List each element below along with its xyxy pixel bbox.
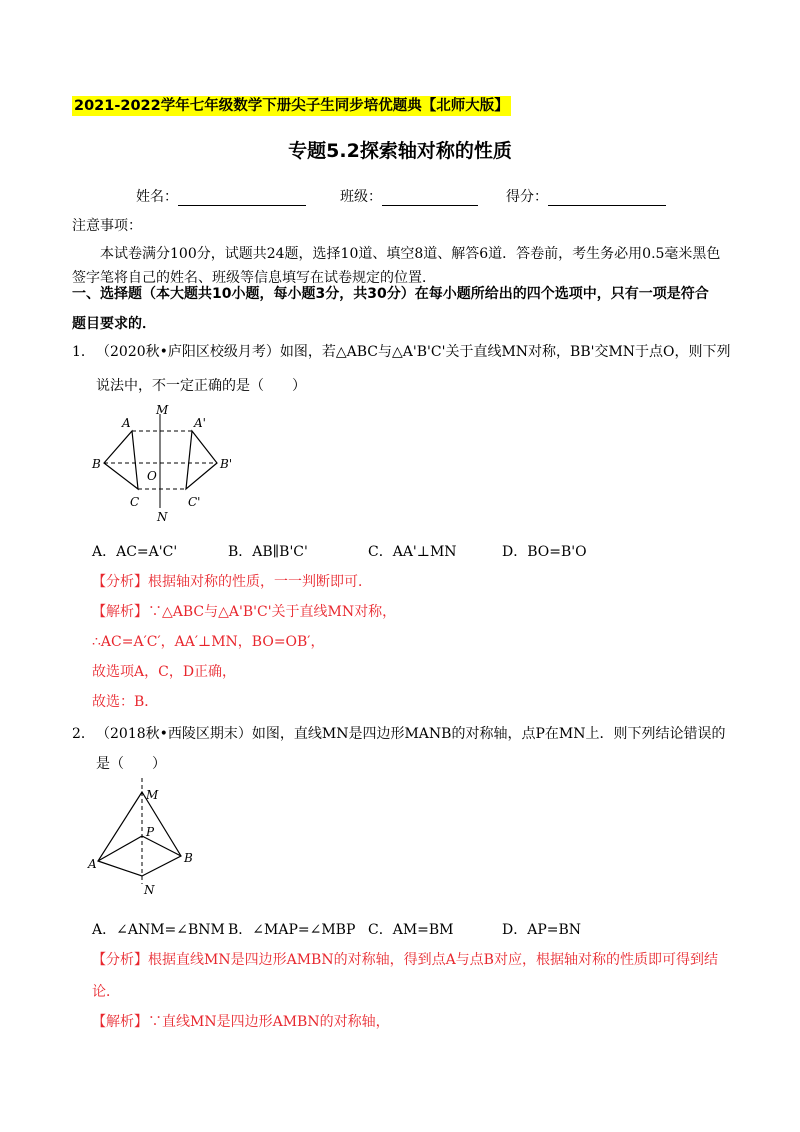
q2-stem-line2: 是（ ） <box>96 756 166 772</box>
q1-stem-line2: 说法中，不一定正确的是（ ） <box>96 378 306 394</box>
class-blank[interactable] <box>382 191 478 206</box>
q2-number: 2． <box>72 726 95 742</box>
class-field[interactable] <box>340 186 478 206</box>
q2-label-b: B <box>184 851 193 865</box>
q1-option-b[interactable]: B．AB∥B'C' <box>228 544 308 560</box>
name-field[interactable] <box>136 186 306 206</box>
q1-number: 1． <box>72 344 95 360</box>
q1-solution-line1: 【解析】∵△ABC与△A'B'C'关于直线MN对称， <box>92 604 397 620</box>
name-label: 姓名： <box>136 189 178 205</box>
q2-solution-line1: 【解析】∵直线MN是四边形AMBN的对称轴， <box>92 1014 390 1030</box>
q1-label-b: B <box>92 457 101 471</box>
q2-analysis-line1: 【分析】根据直线MN是四边形AMBN的对称轴，得到点A与点B对应，根据轴对称的性质即可得到结 <box>92 952 718 968</box>
section-heading-line1: 一、选择题（本大题共10小题，每小题3分，共30分）在每小题所给出的四个选项中，只有一项是符合 <box>72 286 709 302</box>
q1-label-n: N <box>157 510 168 524</box>
q2-figure <box>84 778 204 900</box>
score-field[interactable] <box>506 186 666 206</box>
q1-label-b-prime: B' <box>220 457 233 471</box>
q1-option-d[interactable]: D．BO=B'O <box>502 544 587 560</box>
q2-option-b[interactable]: B．∠MAP=∠MBP <box>228 922 356 938</box>
q1-option-c[interactable]: C．AA'⊥MN <box>368 544 457 560</box>
page-title: 专题5.2探索轴对称的性质 <box>288 140 512 162</box>
class-label: 班级： <box>340 189 382 205</box>
q1-analysis: 【分析】根据轴对称的性质，一一判断即可． <box>92 574 372 590</box>
q2-option-a[interactable]: A．∠ANM=∠BNM <box>92 922 225 938</box>
score-blank[interactable] <box>548 191 666 206</box>
notice-heading: 注意事项： <box>72 218 142 234</box>
q1-figure <box>84 400 244 525</box>
q1-label-c: C <box>130 495 140 509</box>
q1-stem-line1: （2020秋•庐阳区校级月考）如图，若△ABC与△A'B'C'关于直线MN对称，BB'交MN于点O，则下列 <box>96 344 731 360</box>
q1-option-a[interactable]: A．AC=A'C' <box>92 544 178 560</box>
q2-option-d[interactable]: D．AP=BN <box>502 922 582 938</box>
q2-label-n: N <box>144 883 155 897</box>
q2-label-p: P <box>146 825 155 839</box>
q2-label-a: A <box>88 857 97 871</box>
q2-stem-line1: （2018秋•西陵区期末）如图，直线MN是四边形MANB的对称轴，点P在MN上．则下列结论错误的 <box>96 726 726 742</box>
series-title: 2021-2022学年七年级数学下册尖子生同步培优题典【北师大版】 <box>74 98 509 114</box>
q2-label-m: M <box>146 788 159 802</box>
section-heading-line2: 题目要求的． <box>72 316 156 332</box>
q2-analysis-line2: 论． <box>92 984 120 1000</box>
name-blank[interactable] <box>178 191 306 206</box>
q1-label-m: M <box>156 403 169 417</box>
q2-quadrilateral <box>98 792 181 876</box>
notice-body: 本试卷满分100分，试题共24题，选择10道、填空8道、解答6道．答卷前，考生务必用0.5毫米黑色签字笔将自己的姓名、班级等信息填写在试卷规定的位置． <box>72 246 721 286</box>
q2-segment-pa <box>98 836 142 861</box>
q1-triangle-abc-prime <box>186 431 217 489</box>
q2-option-c[interactable]: C．AM=BM <box>368 922 454 938</box>
score-label: 得分： <box>506 189 548 205</box>
q1-label-o: O <box>147 469 157 483</box>
q1-solution-line2: ∴AC=A′C′，AA′⊥MN，BO=OB′， <box>92 634 325 650</box>
q1-label-c-prime: C' <box>188 495 201 509</box>
q1-solution-line3: 故选项A，C，D正确， <box>92 664 237 680</box>
q1-triangle-abc <box>104 431 138 489</box>
q1-label-a-prime: A' <box>194 416 206 430</box>
q1-solution-line4: 故选：B． <box>92 694 159 710</box>
q1-label-a: A <box>122 416 131 430</box>
